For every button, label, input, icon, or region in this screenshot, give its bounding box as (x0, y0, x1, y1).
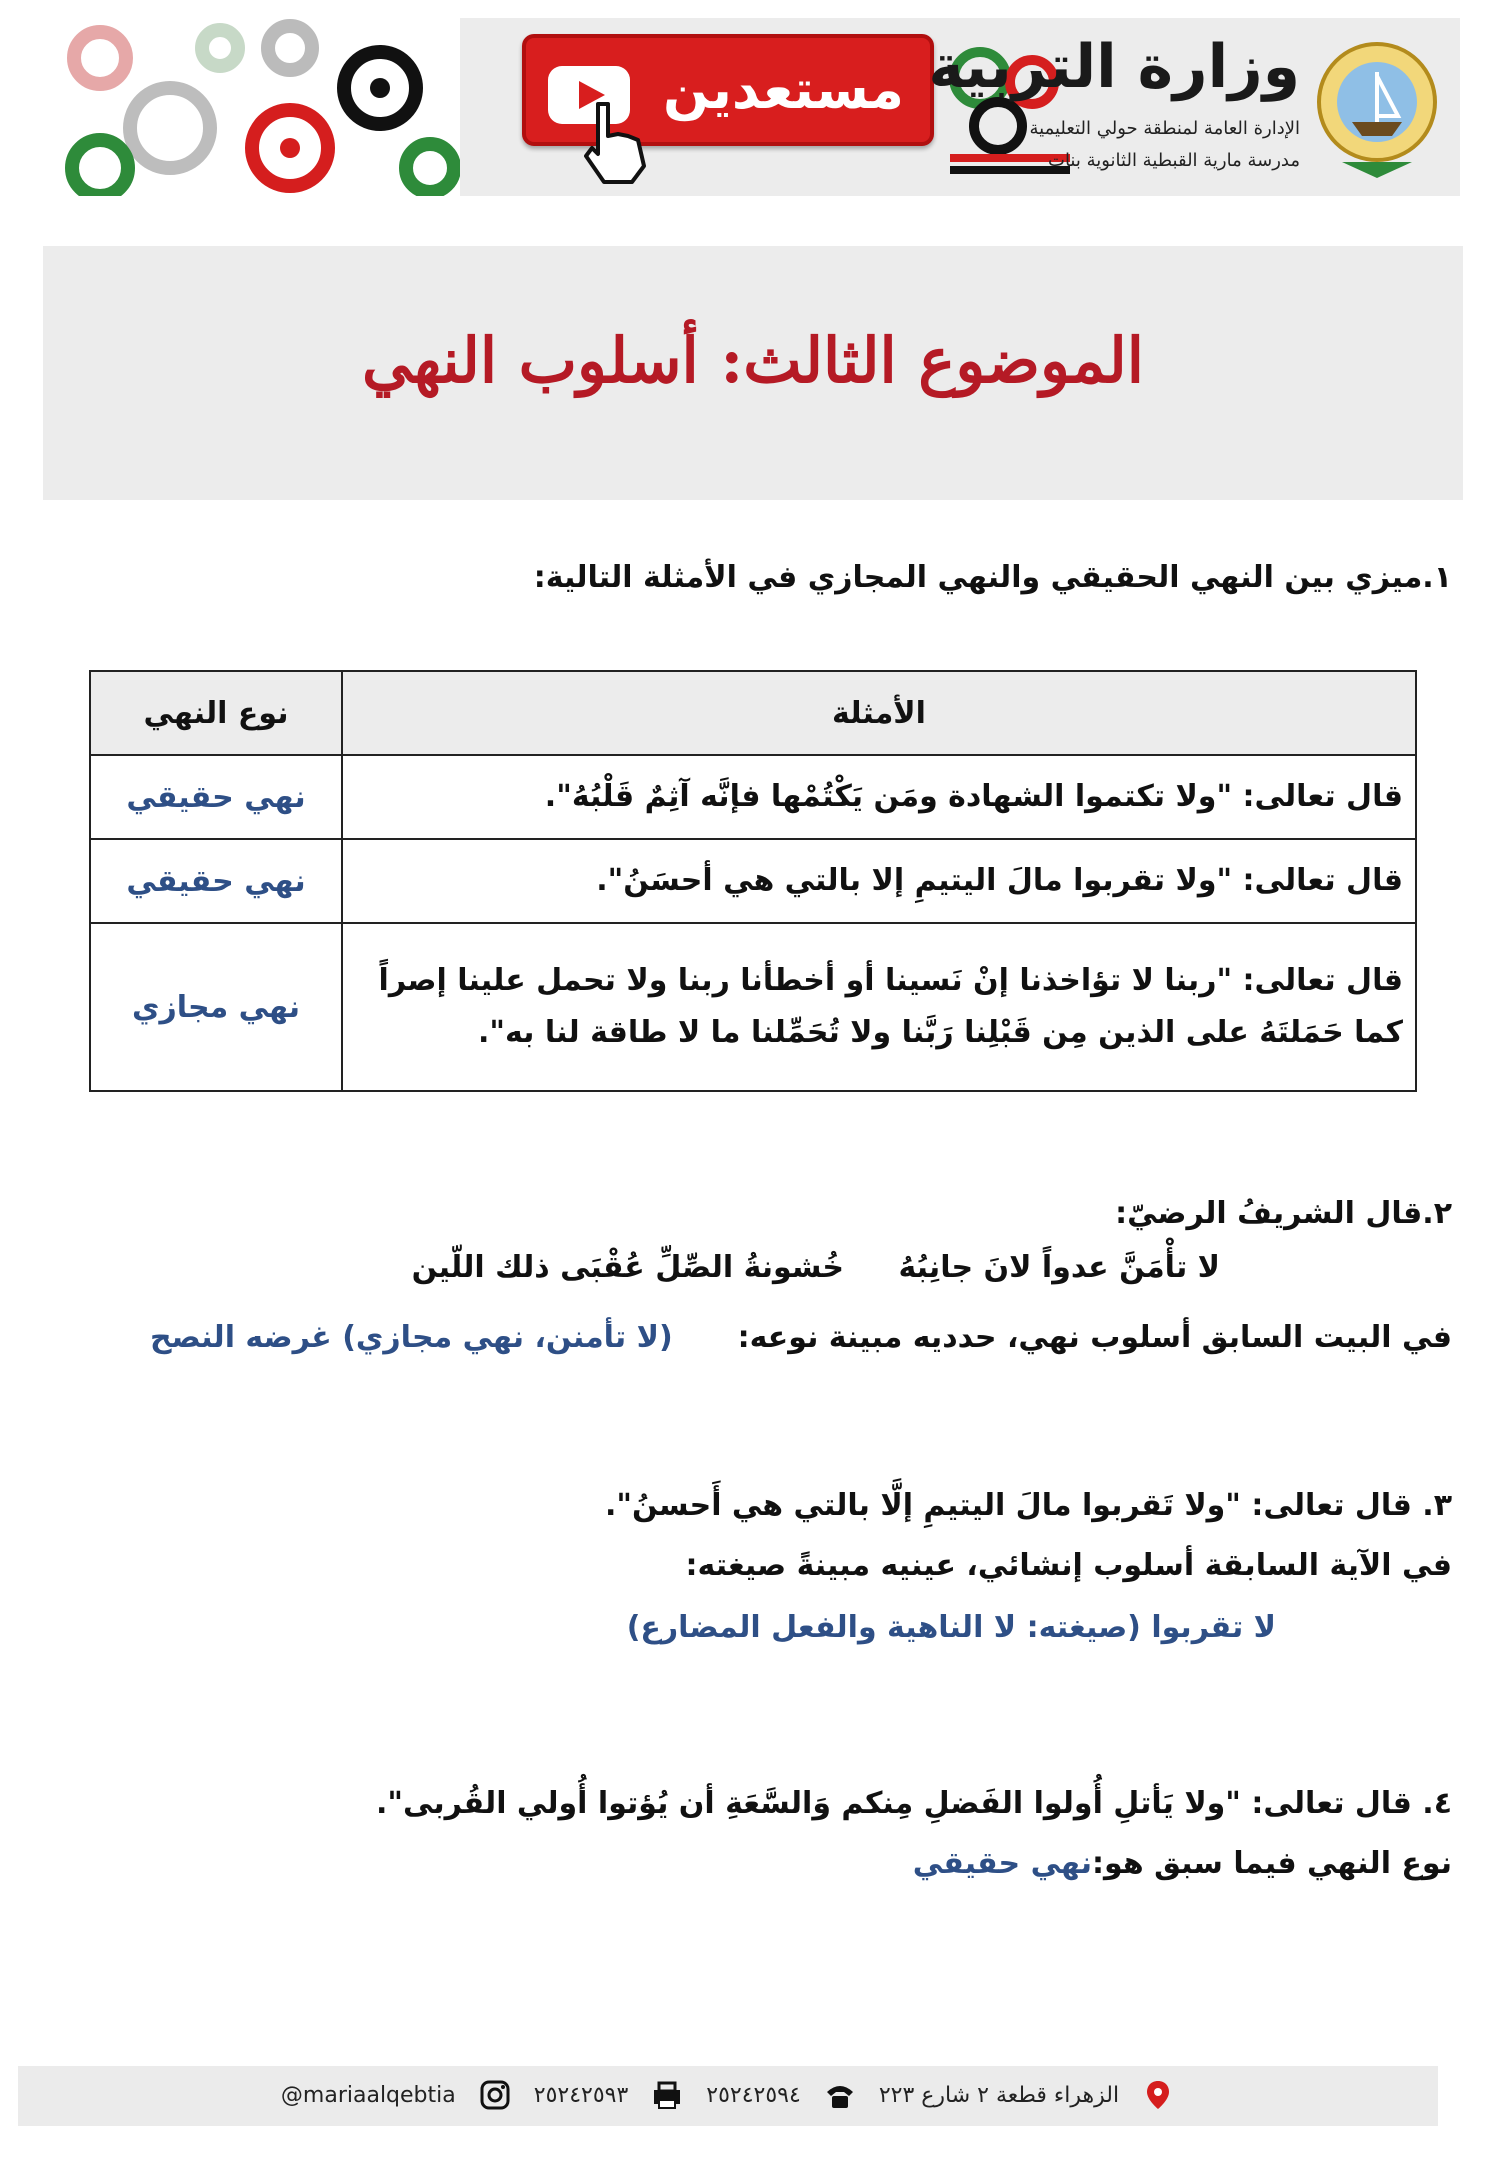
examples-table (89, 670, 1417, 1092)
example-type: نهي مجازي (90, 923, 342, 1091)
column-header-type: نوع النهي (90, 671, 342, 755)
question-4-question: نوع النهي فيما سبق هو: (1092, 1846, 1452, 1881)
question-3-question: في الآية السابقة أسلوب إنشائي، عينيه مبينةً صيغته: (685, 1548, 1452, 1583)
question-4-answer: نهي حقيقي (912, 1846, 1092, 1881)
question-2-answer: (لا تأمنن، نهي مجازي) غرضه النصح (150, 1320, 673, 1355)
fax-icon (650, 2078, 684, 2112)
footer (18, 2066, 1438, 2126)
table-row (90, 755, 1416, 839)
page-title: الموضوع الثالث: أسلوب النهي (362, 324, 1144, 397)
ministry-title: وزارة التربية (928, 32, 1300, 102)
phone-icon (823, 2078, 857, 2112)
school-name: مدرسة مارية القبطية الثانوية بنات (1048, 150, 1300, 171)
table-row (90, 923, 1416, 1091)
example-text: قال تعالى: "ربنا لا تؤاخذنا إنْ نَسينا أو أخطأنا ربنا ولا تحمل علينا إصراً كما حَمَلتَهُ على الذين مِن قَبْلِنا رَبَّنا ولا تُحَمِّلنا ما لا طاقة لنا به". (342, 923, 1416, 1091)
question-4-prompt: ٤. قال تعالى: "ولا يَأتلِ أُولوا الفَضلِ مِنكم وَالسَّعَةِ أن يُؤتوا أُولي القُربى". (376, 1786, 1452, 1821)
verse-second-hemistich: خُشونةُ الصِّلِّ عُقْبَى ذلك اللّين (411, 1250, 844, 1285)
example-text: قال تعالى: "ولا تكتموا الشهادة ومَن يَكْتُمْها فإنَّه آثِمٌ قَلْبُهُ". (342, 755, 1416, 839)
example-text: قال تعالى: "ولا تقربوا مالَ اليتيمِ إلا بالتي هي أحسَنُ". (342, 839, 1416, 923)
fax-number: ٢٥٢٤٢٥٩٣ (533, 2082, 629, 2108)
kuwait-emblem-icon (1312, 32, 1442, 182)
youtube-button-label: مستعدين (663, 58, 904, 121)
ministry-subtitle: الإدارة العامة لمنطقة حولي التعليمية (1029, 118, 1300, 139)
phone-number: ٢٥٢٤٢٥٩٤ (706, 2082, 801, 2108)
question-2-prompt: ٢.قال الشريفُ الرضيّ: (1115, 1196, 1452, 1231)
hand-cursor-icon (578, 96, 658, 186)
table-row (90, 839, 1416, 923)
location-pin-icon (1141, 2078, 1175, 2112)
footer-contact-row (18, 2078, 1438, 2112)
address: الزهراء قطعة ٢ شارع ٢٢٣ (878, 2082, 1120, 2108)
example-type: نهي حقيقي (90, 755, 342, 839)
question-3-prompt: ٣. قال تعالى: "ولا تَقربوا مالَ اليتيمِ إلَّا بالتي هي أَحسنُ". (605, 1488, 1452, 1523)
table-header-row (90, 671, 1416, 755)
column-header-examples: الأمثلة (342, 671, 1416, 755)
question-2-question: في البيت السابق أسلوب نهي، حدديه مبينة نوعه: (737, 1320, 1452, 1355)
example-type: نهي حقيقي (90, 839, 342, 923)
instagram-handle[interactable]: @mariaalqebtia (280, 2082, 456, 2108)
banner (460, 18, 1460, 196)
instagram-icon (478, 2078, 512, 2112)
question-1-prompt: ١.ميزي بين النهي الحقيقي والنهي المجازي في الأمثلة التالية: (533, 560, 1452, 595)
question-3-answer: لا تقربوا (صيغته: لا الناهية والفعل المضارع) (626, 1610, 1276, 1645)
verse-first-hemistich: لا تأْمَنَّ عدواً لانَ جانِبُهُ (898, 1250, 1220, 1285)
header-banner (40, 18, 1460, 196)
title-box (43, 246, 1463, 500)
gears-decoration-icon (40, 18, 460, 196)
